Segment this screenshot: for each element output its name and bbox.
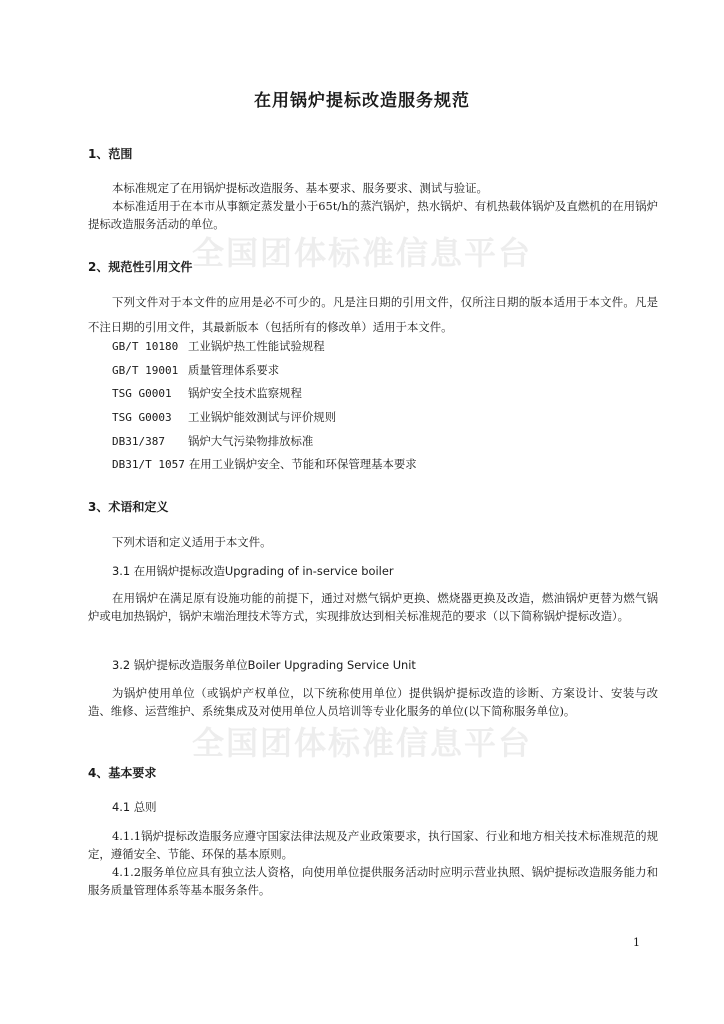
section-4-heading: 4、基本要求 [88,766,157,780]
document-title: 在用锅炉提标改造服务规范 [254,91,470,111]
reference-item [112,338,417,362]
clause-4-1-1: 4.1.1锅炉提标改造服务应遵守国家法律法规及产业政策要求，执行国家、行业和地方相关技术标准规范的规定，遵循安全、节能、环保的基本原则。 [88,829,658,861]
reference-item [112,409,417,433]
reference-title: 工业锅炉能效测试与评价规则 [188,410,337,425]
section-3-intro: 下列术语和定义适用于本文件。 [112,535,272,549]
reference-title: 在用工业锅炉安全、节能和环保管理基本要求 [188,457,417,472]
reference-title: 质量管理体系要求 [188,362,280,377]
reference-title: 锅炉安全技术监察规程 [188,386,302,401]
subsection-4-1-heading: 4.1 总则 [112,800,157,814]
reference-code: TSG G0001 [112,387,172,401]
reference-list [112,338,417,480]
section-2-intro: 下列文件对于本文件的应用是必不可少的。凡是注日期的引用文件，仅所注日期的版本适用于本文件。凡是不注日期的引用文件，其最新版本（包括所有的修改单）适用于本文件。 [88,295,658,334]
section-1-heading: 1、范围 [88,147,133,161]
reference-item [112,362,417,386]
reference-code: DB31/387 [112,434,165,448]
term-3-2-title: 3.2 锅炉提标改造服务单位Boiler Upgrading Service Unit [112,658,416,672]
watermark-bottom: 全国团体标准信息平台 [191,724,532,762]
reference-code: DB31/T 1057 [112,458,185,472]
reference-item [112,433,417,457]
term-3-1-title: 3.1 在用锅炉提标改造Upgrading of in-service boiler [112,564,394,578]
section-1-para-2: 本标准适用于在本市从事额定蒸发量小于65t/h的蒸汽锅炉，热水锅炉、有机热载体锅炉及直燃机的在用锅炉提标改造服务活动的单位。 [88,199,658,231]
reference-code: GB/T 10180 [112,340,179,353]
reference-title: 锅炉大气污染物排放标准 [188,433,314,448]
clause-4-1-2: 4.1.2服务单位应具有独立法人资格，向使用单位提供服务活动时应明示营业执照、锅炉提标改造服务能力和服务质量管理体系等基本服务条件。 [88,865,658,897]
reference-code: TSG G0003 [112,411,172,425]
term-3-2-definition: 为锅炉使用单位（或锅炉产权单位，以下统称使用单位）提供锅炉提标改造的诊断、方案设计、安装与改造、维修、运营维护、系统集成及对使用单位人员培训等专业化服务的单位(以下简称服务单位)。 [88,686,658,718]
reference-item [112,456,417,480]
reference-title: 工业锅炉热工性能试验规程 [188,339,325,353]
watermark-top: 全国团体标准信息平台 [191,234,532,272]
page-number: 1 [633,936,640,949]
term-3-1-definition: 在用锅炉在满足原有设施功能的前提下，通过对燃气锅炉更换、燃烧器更换及改造，燃油锅炉更替为燃气锅炉或电加热锅炉，锅炉末端治理技术等方式，实现排放达到相关标准规范的要求（以下简称锅炉提标改造）。 [88,591,658,623]
section-1-para-1: 本标准规定了在用锅炉提标改造服务、基本要求、服务要求、测试与验证。 [112,181,488,195]
section-2-heading: 2、规范性引用文件 [88,260,193,274]
reference-code: GB/T 19001 [112,363,179,377]
section-3-heading: 3、术语和定义 [88,500,169,514]
reference-item [112,385,417,409]
